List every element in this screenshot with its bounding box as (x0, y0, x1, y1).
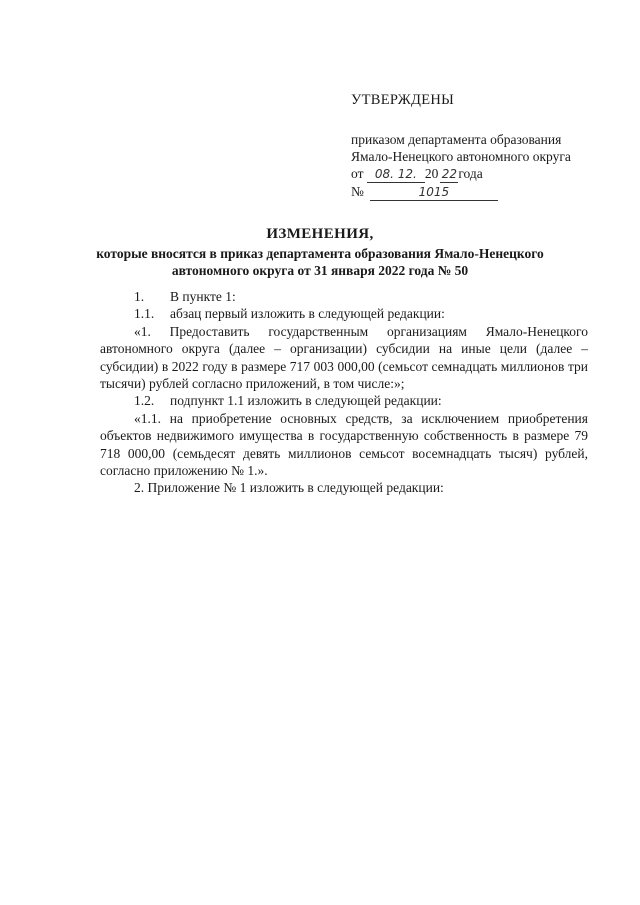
date-day-month-field: 08. 12. (367, 167, 425, 183)
item-1-2 (100, 392, 588, 409)
item-1-text: В пункте 1: (170, 289, 236, 304)
approval-line-1: приказом департамента образования (351, 132, 562, 147)
date-year-prefix: 20 (424, 166, 439, 181)
number-field: 1015 (370, 185, 498, 201)
approval-block (351, 92, 601, 201)
approval-number-line (351, 183, 601, 201)
quote-paragraph-1: «1. Предоставить государственным организациям Ямало-Ненецкого автономного округа (далее – организации) субсидии на иные цели (далее – субсидии) в 2022 году в размере 717 003 000,00 (семьсот семнадцать миллионов три тысячи) рублей согласно приложений, в том числе:»; (100, 323, 588, 392)
date-suffix: года (458, 166, 483, 181)
approval-line-2: Ямало-Ненецкого автономного округа (351, 149, 571, 164)
document-heading (60, 226, 580, 279)
item-1-1-number: 1.1. (134, 306, 155, 322)
date-year-field: 22 (441, 167, 457, 181)
approval-title: УТВЕРЖДЕНЫ (351, 92, 455, 108)
heading-title: ИЗМЕНЕНИЯ, (266, 226, 374, 242)
item-1-1 (100, 305, 588, 322)
number-prefix: № (351, 184, 364, 199)
item-1-1-text: абзац первый изложить в следующей редакции: (170, 306, 445, 322)
document-body (100, 288, 588, 497)
item-2: 2. Приложение № 1 изложить в следующей редакции: (134, 480, 444, 496)
quote-paragraph-2: «1.1. на приобретение основных средств, за исключением приобретения объектов недвижимого имущества в государственную собственность в размере 79 718 000,00 (семьдесят девять миллионов семьсот восемнадцать тысяч) рублей, согласно приложению № 1.». (100, 410, 588, 479)
approval-date-line (351, 165, 601, 183)
date-prefix: от (351, 166, 364, 181)
item-1-2-number: 1.2. (134, 393, 155, 409)
item-1-2-text: подпункт 1.1 изложить в следующей редакции: (170, 393, 442, 409)
heading-subtitle-line-1: которые вносятся в приказ департамента образования Ямало-Ненецкого (96, 246, 544, 261)
item-1-number: 1. (134, 289, 145, 304)
heading-subtitle-line-2: автономного округа от 31 января 2022 года № 50 (171, 263, 469, 278)
item-1 (100, 288, 588, 305)
